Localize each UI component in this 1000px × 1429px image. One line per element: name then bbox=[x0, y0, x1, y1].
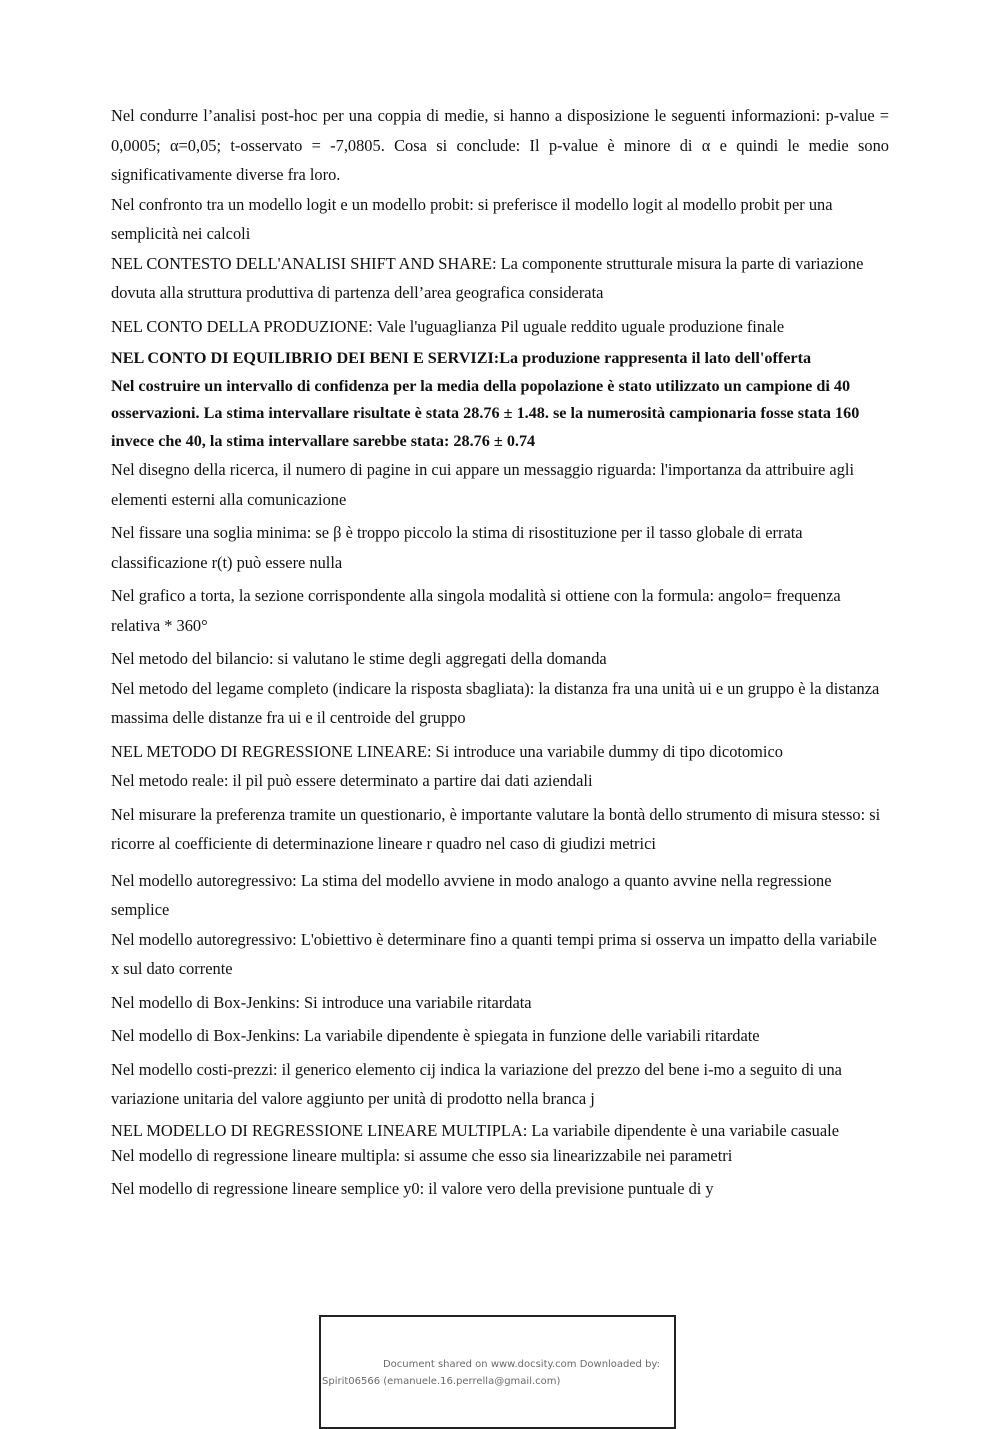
download-footer-box bbox=[319, 1315, 676, 1429]
paragraph-regressione-semplice: Nel modello di regressione lineare semplice y0: il valore vero della previsione puntuale di y bbox=[111, 1179, 714, 1198]
paragraph-questionario: Nel misurare la preferenza tramite un questionario, è importante valutare la bontà dello strumento di misura stesso: si ricorre al coefficiente di determinazione lineare r quadro nel caso di giudizi metrici bbox=[111, 804, 881, 853]
paragraph-legame-completo: Nel metodo del legame completo (indicare la risposta sbagliata): la distanza fra una unità ui e un gruppo è la distanza massima delle distanze fra ui e il centroide del gruppo bbox=[111, 678, 880, 727]
paragraph-grafico-torta: Nel grafico a torta, la sezione corrispondente alla singola modalità si ottiene con la formula: angolo= frequenza relativa * 360° bbox=[111, 586, 841, 635]
paragraph-regressione-lineare: NEL METODO DI REGRESSIONE LINEARE: Si introduce una variabile dummy di tipo dicotomico bbox=[111, 741, 783, 761]
footer-user-text: Spirit06566 (emanuele.16.perrella@gmail.com) bbox=[322, 1376, 561, 1387]
paragraph-metodo-reale: Nel metodo reale: il pil può essere determinato a partire dai dati aziendali bbox=[111, 771, 593, 790]
paragraph-posthoc-analysis: Nel condurre l’analisi post-hoc per una coppia di medie, si hanno a disposizione le seguenti informazioni: p-value = 0,0005; α=0,05; t-osservato = -7,0805. Cosa si conclude: Il p-value è minore di α e quindi le medie sono significativamente diverse fra loro. bbox=[111, 106, 889, 184]
paragraph-box-jenkins-ritardata: Nel modello di Box-Jenkins: Si introduce una variabile ritardata bbox=[111, 992, 532, 1012]
paragraph-logit-probit: Nel confronto tra un modello logit e un modello probit: si preferisce il modello logit al modello probit per una semplicità nei calcoli bbox=[111, 194, 833, 243]
paragraph-soglia-minima: Nel fissare una soglia minima: se β è troppo piccolo la stima di risostituzione per il tasso globale di errata classificazione r(t) può essere nulla bbox=[111, 523, 803, 572]
paragraph-box-jenkins-dipendente: Nel modello di Box-Jenkins: La variabile dipendente è spiegata in funzione delle variabili ritardate bbox=[111, 1026, 760, 1045]
paragraph-conto-produzione: NEL CONTO DELLA PRODUZIONE: Vale l'uguaglianza Pil uguale reddito uguale produzione finale bbox=[111, 316, 785, 336]
paragraph-metodo-bilancio: Nel metodo del bilancio: si valutano le stime degli aggregati della domanda bbox=[111, 649, 607, 668]
footer-shared-text: Document shared on www.docsity.com Downloaded by: bbox=[382, 1359, 660, 1370]
paragraph-autoregressivo-obiettivo: Nel modello autoregressivo: L'obiettivo è determinare fino a quanti tempi prima si osserva un impatto della variabile x sul dato corrente bbox=[111, 929, 877, 978]
paragraph-disegno-ricerca: Nel disegno della ricerca, il numero di pagine in cui appare un messaggio riguarda: l'importanza da attribuire agli elementi esterni alla comunicazione bbox=[111, 460, 854, 509]
paragraph-shift-and-share: NEL CONTESTO DELL'ANALISI SHIFT AND SHARE: La componente strutturale misura la parte di variazione dovuta alla struttura produttiva di partenza dell’area geografica considerata bbox=[111, 253, 864, 302]
paragraph-conto-equilibrio: NEL CONTO DI EQUILIBRIO DEI BENI E SERVIZI:La produzione rappresenta il lato dell'offerta bbox=[111, 349, 812, 367]
paragraph-autoregressivo-stima: Nel modello autoregressivo: La stima del modello avviene in modo analogo a quanto avvine nella regressione semplice bbox=[111, 870, 832, 919]
paragraph-costi-prezzi: Nel modello costi-prezzi: il generico elemento cij indica la variazione del prezzo del bene i-mo a seguito di una variazione unitaria del valore aggiunto per unità di prodotto nella branca j bbox=[111, 1059, 842, 1108]
paragraph-intervallo-confidenza: Nel costruire un intervallo di confidenza per la media della popolazione è stato utilizzato un campione di 40 osservazioni. La stima intervallare risultate è stata 28.76 ± 1.48. se la numerosità campionaria fosse stata 160 invece che 40, la stima intervallare sarebbe stata: 28.76 ± 0.74 bbox=[111, 376, 860, 450]
paragraph-regressione-multipla-casuale: NEL MODELLO DI REGRESSIONE LINEARE MULTIPLA: La variabile dipendente è una variabile casuale bbox=[111, 1120, 839, 1140]
document-body bbox=[111, 101, 889, 1204]
paragraph-regressione-multipla-parametri: Nel modello di regressione lineare multipla: si assume che esso sia linearizzabile nei parametri bbox=[111, 1145, 733, 1165]
